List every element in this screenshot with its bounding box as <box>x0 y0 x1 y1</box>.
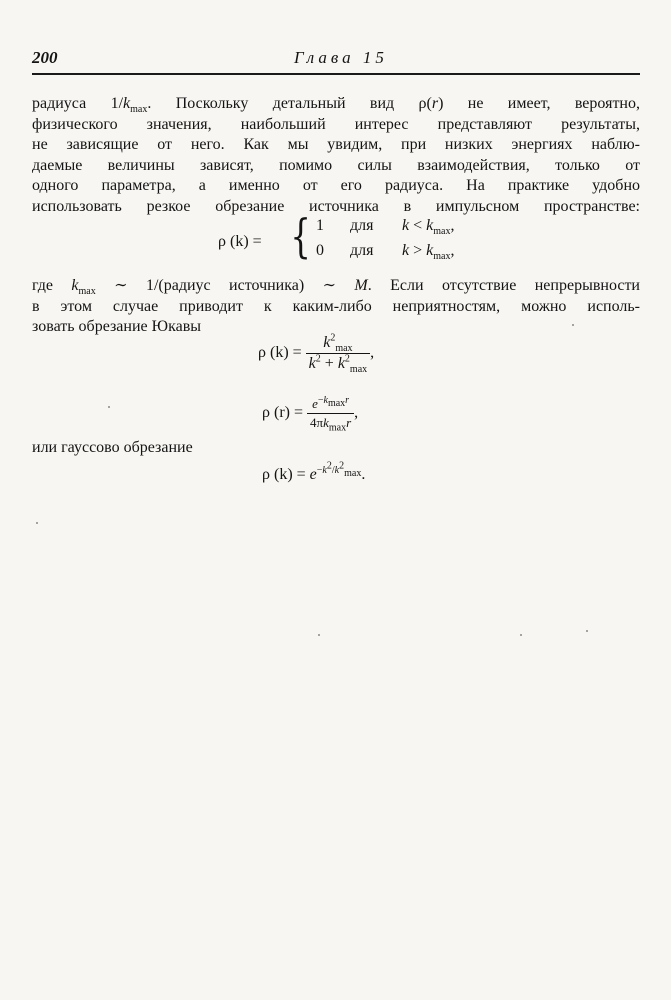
page-number: 200 <box>32 48 58 67</box>
case-row <box>316 217 455 238</box>
fraction <box>307 394 354 434</box>
paragraph-2 <box>32 276 640 338</box>
text-line: даемые величины зависят, помимо силы взаимодействия, только от <box>32 156 640 174</box>
scan-speck <box>108 406 110 408</box>
scan-speck <box>520 634 522 636</box>
fraction-numerator: $k^2_{max}$ <box>306 334 370 354</box>
text-line: не зависящие от него. Как мы увидим, при низких энергиях наблю- <box>32 136 640 153</box>
case-value: 0 <box>316 242 324 259</box>
formula-gaussian <box>262 460 366 484</box>
page-header <box>32 48 640 70</box>
fraction <box>306 332 370 376</box>
case-word: для <box>350 242 374 259</box>
formula-lhs: ρ (k) = <box>258 344 302 362</box>
paragraph-1 <box>32 94 640 217</box>
text-line: радиуса $1/k_{max}$. Поскольку детальный вид ρ(r) не имеет, вероятно, <box>32 95 640 116</box>
formula-yukawa-r <box>262 394 359 434</box>
formula-lhs: ρ (k) = <box>218 233 262 250</box>
formula-trail: , <box>370 344 375 362</box>
formula-trail: , <box>354 404 359 422</box>
fraction-numerator: $e^{-k_{max}r}$ <box>307 396 354 414</box>
fraction-denominator: $4\pi k_{max}r$ <box>310 415 352 434</box>
left-brace: { <box>290 209 311 263</box>
text-line: одного параметра, а именно от его радиуса. На практике удобно <box>32 177 640 194</box>
fraction-denominator: $k^2 + k^2_{max}$ <box>308 353 368 376</box>
scan-speck <box>572 324 574 326</box>
case-word: для <box>350 217 374 234</box>
case-condition: $k > k_{max}$, <box>402 242 455 263</box>
text-line: зовать обрезание Юкавы <box>32 318 202 335</box>
case-value: 1 <box>316 217 324 234</box>
case-condition: $k < k_{max}$, <box>402 217 455 238</box>
formula-yukawa-k <box>258 332 375 376</box>
scan-speck <box>586 630 588 632</box>
running-head: Глава 15 <box>294 48 388 67</box>
scan-speck <box>318 634 320 636</box>
formula-sharp-cutoff <box>218 209 478 267</box>
paragraph-3 <box>32 438 640 459</box>
formula-rhs: $e^{-k^2/k^2_{max}}$ <box>309 460 362 483</box>
text-line: или гауссово обрезание <box>32 439 193 456</box>
formula-lhs: ρ (r) = <box>262 404 303 422</box>
header-rule <box>32 73 640 75</box>
text-line: использовать резкое обрезание источника в импульсном пространстве: <box>32 197 640 215</box>
case-row <box>316 242 455 263</box>
text-line: физического значения, наибольший интерес представляют результаты, <box>32 115 640 133</box>
formula-trail: . <box>361 466 366 483</box>
text-line: в этом случае приводит к каким-либо неприятностям, можно исполь- <box>32 297 640 315</box>
scan-speck <box>36 522 38 524</box>
formula-lhs: ρ (k) = <box>262 466 306 483</box>
text-line: где $k_{max}$ ∼ 1/(радиус источника) ∼ M. Если отсутствие непрерывности <box>32 277 640 298</box>
